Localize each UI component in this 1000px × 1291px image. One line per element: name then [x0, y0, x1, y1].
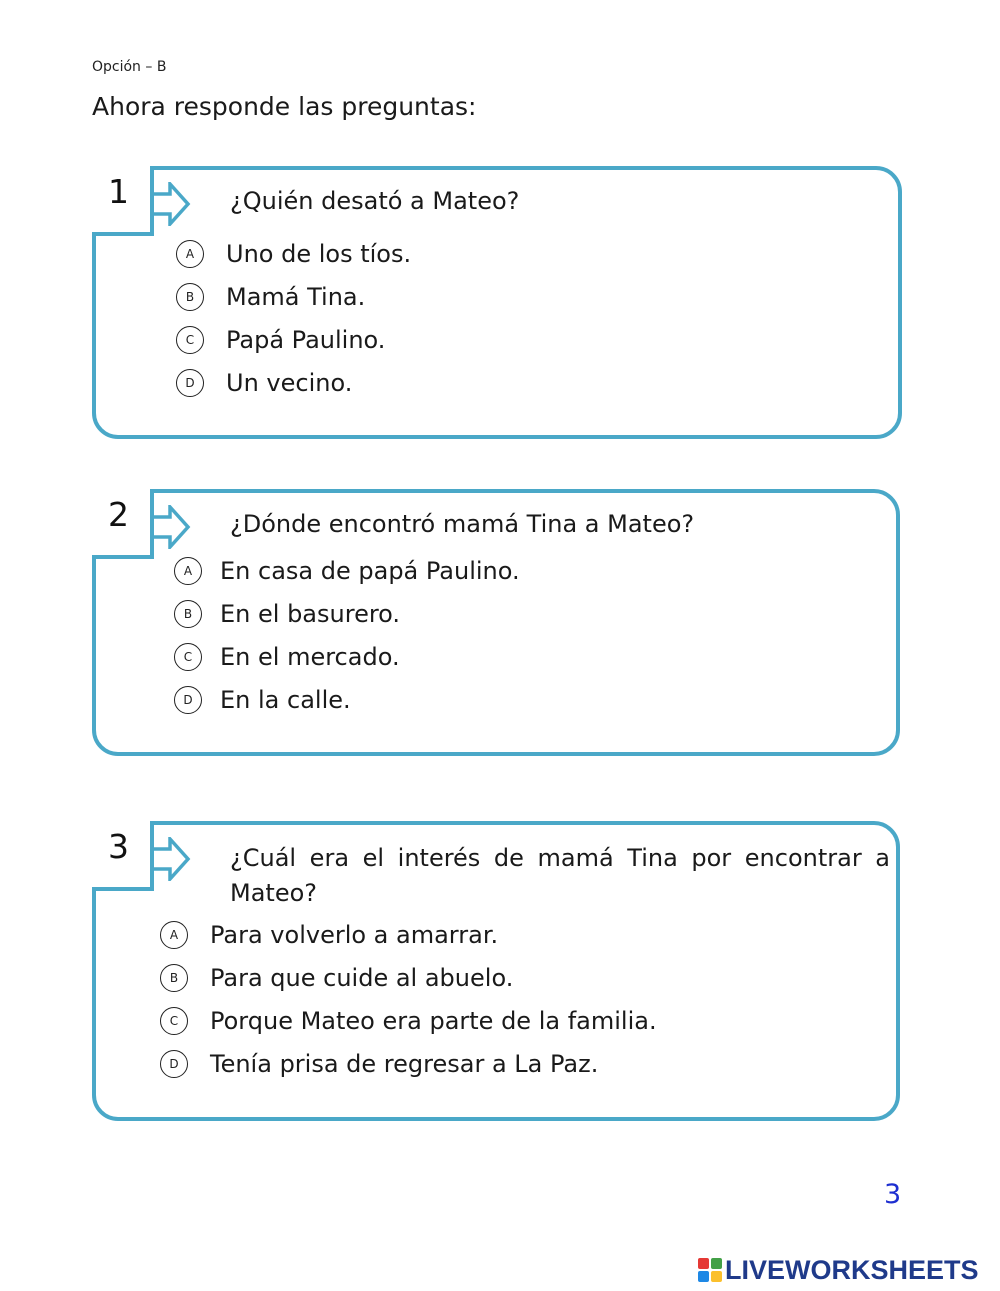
- answer-list: [160, 913, 657, 1085]
- answer-text: Para que cuide al abuelo.: [210, 963, 514, 992]
- question-text: ¿Dónde encontró mamá Tina a Mateo?: [230, 510, 695, 538]
- question-card-1: [92, 166, 902, 439]
- answer-text: En casa de papá Paulino.: [220, 556, 520, 585]
- question-number-tab: [92, 489, 154, 559]
- answer-option-d[interactable]: [176, 361, 411, 404]
- answer-letter-badge[interactable]: A: [174, 557, 202, 585]
- answer-letter-badge[interactable]: A: [176, 240, 204, 268]
- answer-option-b[interactable]: [174, 592, 520, 635]
- question-number: 1: [108, 172, 129, 211]
- answer-option-b[interactable]: [176, 275, 411, 318]
- answer-text: En el mercado.: [220, 642, 400, 671]
- answer-text: En el basurero.: [220, 599, 401, 628]
- instruction-heading: Ahora responde las preguntas:: [92, 92, 477, 121]
- answer-text: Para volverlo a amarrar.: [210, 920, 499, 949]
- answer-text: Un vecino.: [226, 368, 353, 397]
- answer-text: Papá Paulino.: [226, 325, 386, 354]
- answer-letter-badge[interactable]: D: [160, 1050, 188, 1078]
- answer-option-d[interactable]: [160, 1042, 657, 1085]
- answer-text: En la calle.: [220, 685, 351, 714]
- option-label: Opción – B: [92, 59, 167, 75]
- answer-letter-badge[interactable]: B: [174, 600, 202, 628]
- question-card-3: [92, 821, 900, 1121]
- answer-letter-badge[interactable]: B: [160, 964, 188, 992]
- answer-option-c[interactable]: [174, 635, 520, 678]
- answer-list: [174, 549, 520, 721]
- answer-option-c[interactable]: [176, 318, 411, 361]
- answer-letter-badge[interactable]: A: [160, 921, 188, 949]
- arrow-right-icon: [152, 837, 192, 881]
- answer-letter-badge[interactable]: B: [176, 283, 204, 311]
- liveworksheets-logo-icon: [698, 1258, 722, 1282]
- brand-watermark: [698, 1255, 979, 1285]
- answer-text: Mamá Tina.: [226, 282, 366, 311]
- arrow-right-icon: [152, 505, 192, 549]
- answer-letter-badge[interactable]: D: [174, 686, 202, 714]
- question-number-tab: [92, 821, 154, 891]
- answer-option-c[interactable]: [160, 999, 657, 1042]
- question-number: 3: [108, 827, 129, 866]
- answer-text: Tenía prisa de regresar a La Paz.: [210, 1049, 599, 1078]
- question-number: 2: [108, 495, 129, 534]
- answer-text: Porque Mateo era parte de la familia.: [210, 1006, 657, 1035]
- question-number-tab: [92, 166, 154, 236]
- answer-letter-badge[interactable]: C: [160, 1007, 188, 1035]
- question-text: ¿Cuál era el interés de mamá Tina por encontrar a Mateo?: [230, 844, 890, 907]
- page-number: 3: [884, 1179, 902, 1210]
- answer-option-b[interactable]: [160, 956, 657, 999]
- question-card-2: [92, 489, 900, 756]
- brand-name: LIVEWORKSHEETS: [725, 1254, 979, 1285]
- answer-option-d[interactable]: [174, 678, 520, 721]
- answer-option-a[interactable]: [174, 549, 520, 592]
- answer-list: [176, 232, 411, 404]
- arrow-right-icon: [152, 182, 192, 226]
- answer-letter-badge[interactable]: D: [176, 369, 204, 397]
- answer-option-a[interactable]: [176, 232, 411, 275]
- answer-text: Uno de los tíos.: [226, 239, 412, 268]
- question-text: ¿Quién desató a Mateo?: [230, 187, 520, 215]
- answer-letter-badge[interactable]: C: [176, 326, 204, 354]
- answer-option-a[interactable]: [160, 913, 657, 956]
- answer-letter-badge[interactable]: C: [174, 643, 202, 671]
